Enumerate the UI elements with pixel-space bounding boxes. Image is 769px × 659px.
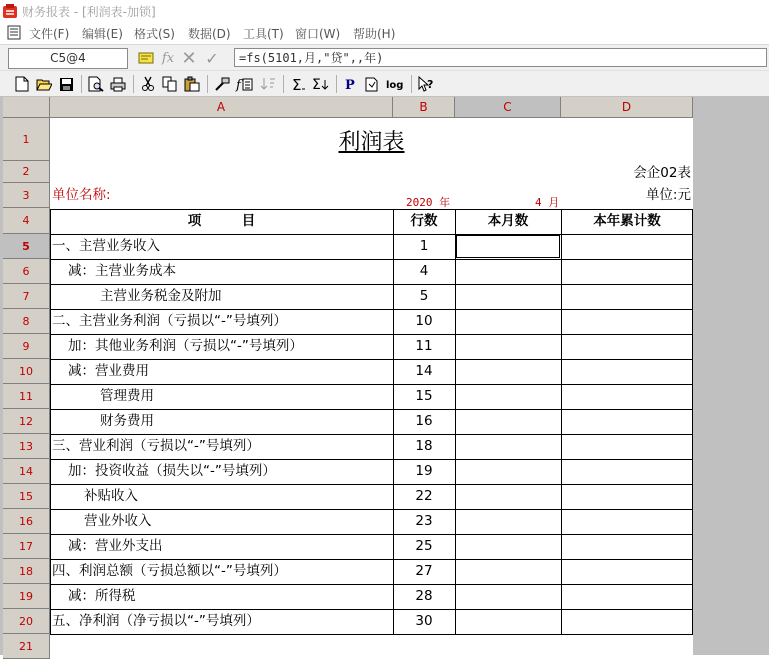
item-line-no: 30 xyxy=(415,613,433,629)
row-header-12[interactable]: 12 xyxy=(3,409,50,434)
subtotal-icon[interactable] xyxy=(310,74,330,94)
svg-text:log: log xyxy=(386,80,404,91)
fx-icon[interactable]: fx xyxy=(161,50,175,66)
item-line-no: 27 xyxy=(415,563,433,579)
cell-year-to-date[interactable] xyxy=(561,509,693,534)
print-icon[interactable] xyxy=(108,74,128,94)
formula-bar xyxy=(0,44,769,71)
cell-current-month[interactable] xyxy=(455,509,561,534)
p-icon[interactable] xyxy=(340,74,360,94)
cell-year-to-date[interactable] xyxy=(561,234,693,259)
item-line-no: 1 xyxy=(419,238,429,254)
item-label: 管理费用 xyxy=(100,388,154,404)
header-item: 项 目 xyxy=(187,213,256,229)
cell-year-to-date[interactable] xyxy=(561,484,693,509)
item-line-no: 25 xyxy=(415,538,433,554)
row-header-18[interactable]: 18 xyxy=(3,559,50,584)
row-header-7[interactable]: 7 xyxy=(3,284,50,309)
print-preview-icon[interactable] xyxy=(86,74,106,94)
item-line-no: 19 xyxy=(415,463,433,479)
column-header-a[interactable]: A xyxy=(50,97,393,118)
cell-current-month[interactable] xyxy=(455,434,561,459)
column-header-b[interactable]: B xyxy=(393,97,455,118)
formula-input[interactable]: =fs(5101,月,"贷",,年) xyxy=(234,48,767,67)
row-header-9[interactable]: 9 xyxy=(3,334,50,359)
cell-current-month[interactable] xyxy=(455,609,561,634)
open-icon[interactable] xyxy=(34,74,54,94)
cancel-icon[interactable]: ✕ xyxy=(181,47,197,69)
cell-current-month[interactable] xyxy=(455,459,561,484)
copy-icon[interactable] xyxy=(160,74,180,94)
cell-current-month[interactable] xyxy=(455,309,561,334)
cell-year-to-date[interactable] xyxy=(561,534,693,559)
item-label: 营业外收入 xyxy=(84,513,152,529)
header-current-month: 本月数 xyxy=(487,213,529,229)
document-icon[interactable] xyxy=(7,25,21,40)
new-icon[interactable] xyxy=(12,74,32,94)
row-header-10[interactable]: 10 xyxy=(3,359,50,384)
help-icon[interactable] xyxy=(416,74,436,94)
cell-year-to-date[interactable] xyxy=(561,334,693,359)
menu-help[interactable]: 帮助(H) xyxy=(353,27,396,41)
save-icon[interactable] xyxy=(56,74,76,94)
function-wizard-icon[interactable] xyxy=(137,49,155,67)
row-header-8[interactable]: 8 xyxy=(3,309,50,334)
form-code: 会企02表 xyxy=(633,165,691,181)
column-header-d[interactable]: D xyxy=(561,97,693,118)
selected-cell-c5[interactable] xyxy=(456,235,560,258)
window-title: 财务报表 - [利润表-加锁] xyxy=(22,5,156,19)
row-header-14[interactable]: 14 xyxy=(3,459,50,484)
item-label: 五、净利润（净亏损以“-”号填列） xyxy=(52,613,260,629)
paste-icon[interactable] xyxy=(182,74,202,94)
svg-text:P: P xyxy=(345,78,355,92)
row-header-5[interactable]: 5 xyxy=(3,234,50,259)
svg-text:Σ: Σ xyxy=(312,77,321,92)
header-year-to-date: 本年累计数 xyxy=(593,213,661,229)
cut-icon[interactable] xyxy=(138,74,158,94)
menu-edit[interactable]: 编辑(E) xyxy=(82,27,123,41)
row-header-6[interactable]: 6 xyxy=(3,259,50,284)
format-painter-icon[interactable] xyxy=(212,74,232,94)
insert-function-icon[interactable] xyxy=(234,74,254,94)
column-header-c[interactable]: C xyxy=(455,97,561,118)
cell-current-month[interactable] xyxy=(455,409,561,434)
row-header-20[interactable]: 20 xyxy=(3,609,50,634)
item-label: 财务费用 xyxy=(100,413,154,429)
item-line-no: 23 xyxy=(415,513,433,529)
item-line-no: 28 xyxy=(415,588,433,604)
select-all-corner[interactable] xyxy=(3,97,50,118)
report-title: 利润表 xyxy=(338,130,405,155)
menu-format[interactable]: 格式(S) xyxy=(134,27,175,41)
svg-text:Σ: Σ xyxy=(292,76,302,92)
item-line-no: 10 xyxy=(415,313,433,329)
cell-year-to-date[interactable] xyxy=(561,609,693,634)
cell-year-to-date[interactable] xyxy=(561,409,693,434)
item-line-no: 18 xyxy=(415,438,433,454)
item-label: 减：营业费用 xyxy=(68,363,149,379)
cell-current-month[interactable] xyxy=(455,334,561,359)
menu-file[interactable]: 文件(F) xyxy=(29,27,70,41)
item-label: 减：主营业务成本 xyxy=(68,263,176,279)
row-header-13[interactable]: 13 xyxy=(3,434,50,459)
item-label: 减：营业外支出 xyxy=(68,538,163,554)
cell-current-month[interactable] xyxy=(455,284,561,309)
item-line-no: 11 xyxy=(415,338,433,354)
row-header-1[interactable]: 1 xyxy=(3,118,50,161)
row-header-3[interactable]: 3 xyxy=(3,183,50,208)
item-label: 四、利润总额（亏损总额以“-”号填列） xyxy=(52,563,287,579)
item-label: 减：所得税 xyxy=(68,588,136,604)
item-line-no: 14 xyxy=(415,363,433,379)
cell-year-to-date[interactable] xyxy=(561,459,693,484)
cell-year-to-date[interactable] xyxy=(561,284,693,309)
row-header-21[interactable]: 21 xyxy=(3,634,50,659)
log-icon[interactable] xyxy=(385,74,405,94)
unit-name-label: 单位名称: xyxy=(52,187,111,203)
row-header-2[interactable]: 2 xyxy=(3,161,50,183)
row-header-19[interactable]: 19 xyxy=(3,584,50,609)
item-line-no: 4 xyxy=(419,263,429,279)
app-icon xyxy=(2,3,18,19)
report-year: 2020 年 xyxy=(406,196,451,209)
row-header-17[interactable]: 17 xyxy=(3,534,50,559)
item-label: 加：其他业务利润（亏损以“-”号填列） xyxy=(68,338,303,354)
item-label: 三、营业利润（亏损以“-”号填列） xyxy=(52,438,260,454)
item-line-no: 16 xyxy=(415,413,433,429)
cell-current-month[interactable] xyxy=(455,484,561,509)
item-label: 补贴收入 xyxy=(84,488,138,504)
toolbar xyxy=(0,70,769,97)
row-header-11[interactable]: 11 xyxy=(3,384,50,409)
spreadsheet-area xyxy=(0,96,769,655)
cell-current-month[interactable] xyxy=(455,534,561,559)
row-header-16[interactable]: 16 xyxy=(3,509,50,534)
report-month: 4 月 xyxy=(535,196,560,209)
cell-current-month[interactable] xyxy=(455,259,561,284)
cell-year-to-date[interactable] xyxy=(561,259,693,284)
sum-icon[interactable] xyxy=(288,74,308,94)
item-line-no: 22 xyxy=(415,488,433,504)
item-label: 二、主营业务利润（亏损以“-”号填列） xyxy=(52,313,287,329)
item-line-no: 15 xyxy=(415,388,433,404)
worksheet xyxy=(3,97,693,655)
sort-icon[interactable] xyxy=(258,74,278,94)
row-header-4[interactable]: 4 xyxy=(3,208,50,234)
item-label: 一、主营业务收入 xyxy=(52,238,160,254)
cell-current-month[interactable] xyxy=(455,559,561,584)
cell-current-month[interactable] xyxy=(455,384,561,409)
chart-icon[interactable] xyxy=(362,74,382,94)
currency-unit: 单位:元 xyxy=(645,187,691,203)
cell-year-to-date[interactable] xyxy=(561,584,693,609)
cell-year-to-date[interactable] xyxy=(561,434,693,459)
svg-text:?: ? xyxy=(427,78,434,91)
title-bar xyxy=(0,0,769,22)
cell-reference-box[interactable]: C5@4 xyxy=(8,48,128,69)
cell-year-to-date[interactable] xyxy=(561,309,693,334)
svg-text:f: f xyxy=(236,78,241,92)
cell-year-to-date[interactable] xyxy=(561,384,693,409)
menu-window[interactable]: 窗口(W) xyxy=(295,27,341,41)
item-line-no: 5 xyxy=(419,288,429,304)
cell-year-to-date[interactable] xyxy=(561,359,693,384)
cell-year-to-date[interactable] xyxy=(561,559,693,584)
item-label: 主营业务税金及附加 xyxy=(100,288,222,304)
cell-current-month[interactable] xyxy=(455,359,561,384)
menu-tools[interactable]: 工具(T) xyxy=(243,27,284,41)
item-label: 加：投资收益（损失以“-”号填列） xyxy=(68,463,276,479)
header-line-no: 行数 xyxy=(410,213,438,229)
menu-bar xyxy=(0,22,769,44)
menu-data[interactable]: 数据(D) xyxy=(188,27,231,41)
row-header-15[interactable]: 15 xyxy=(3,484,50,509)
confirm-icon[interactable]: ✓ xyxy=(205,48,219,68)
cell-current-month[interactable] xyxy=(455,584,561,609)
